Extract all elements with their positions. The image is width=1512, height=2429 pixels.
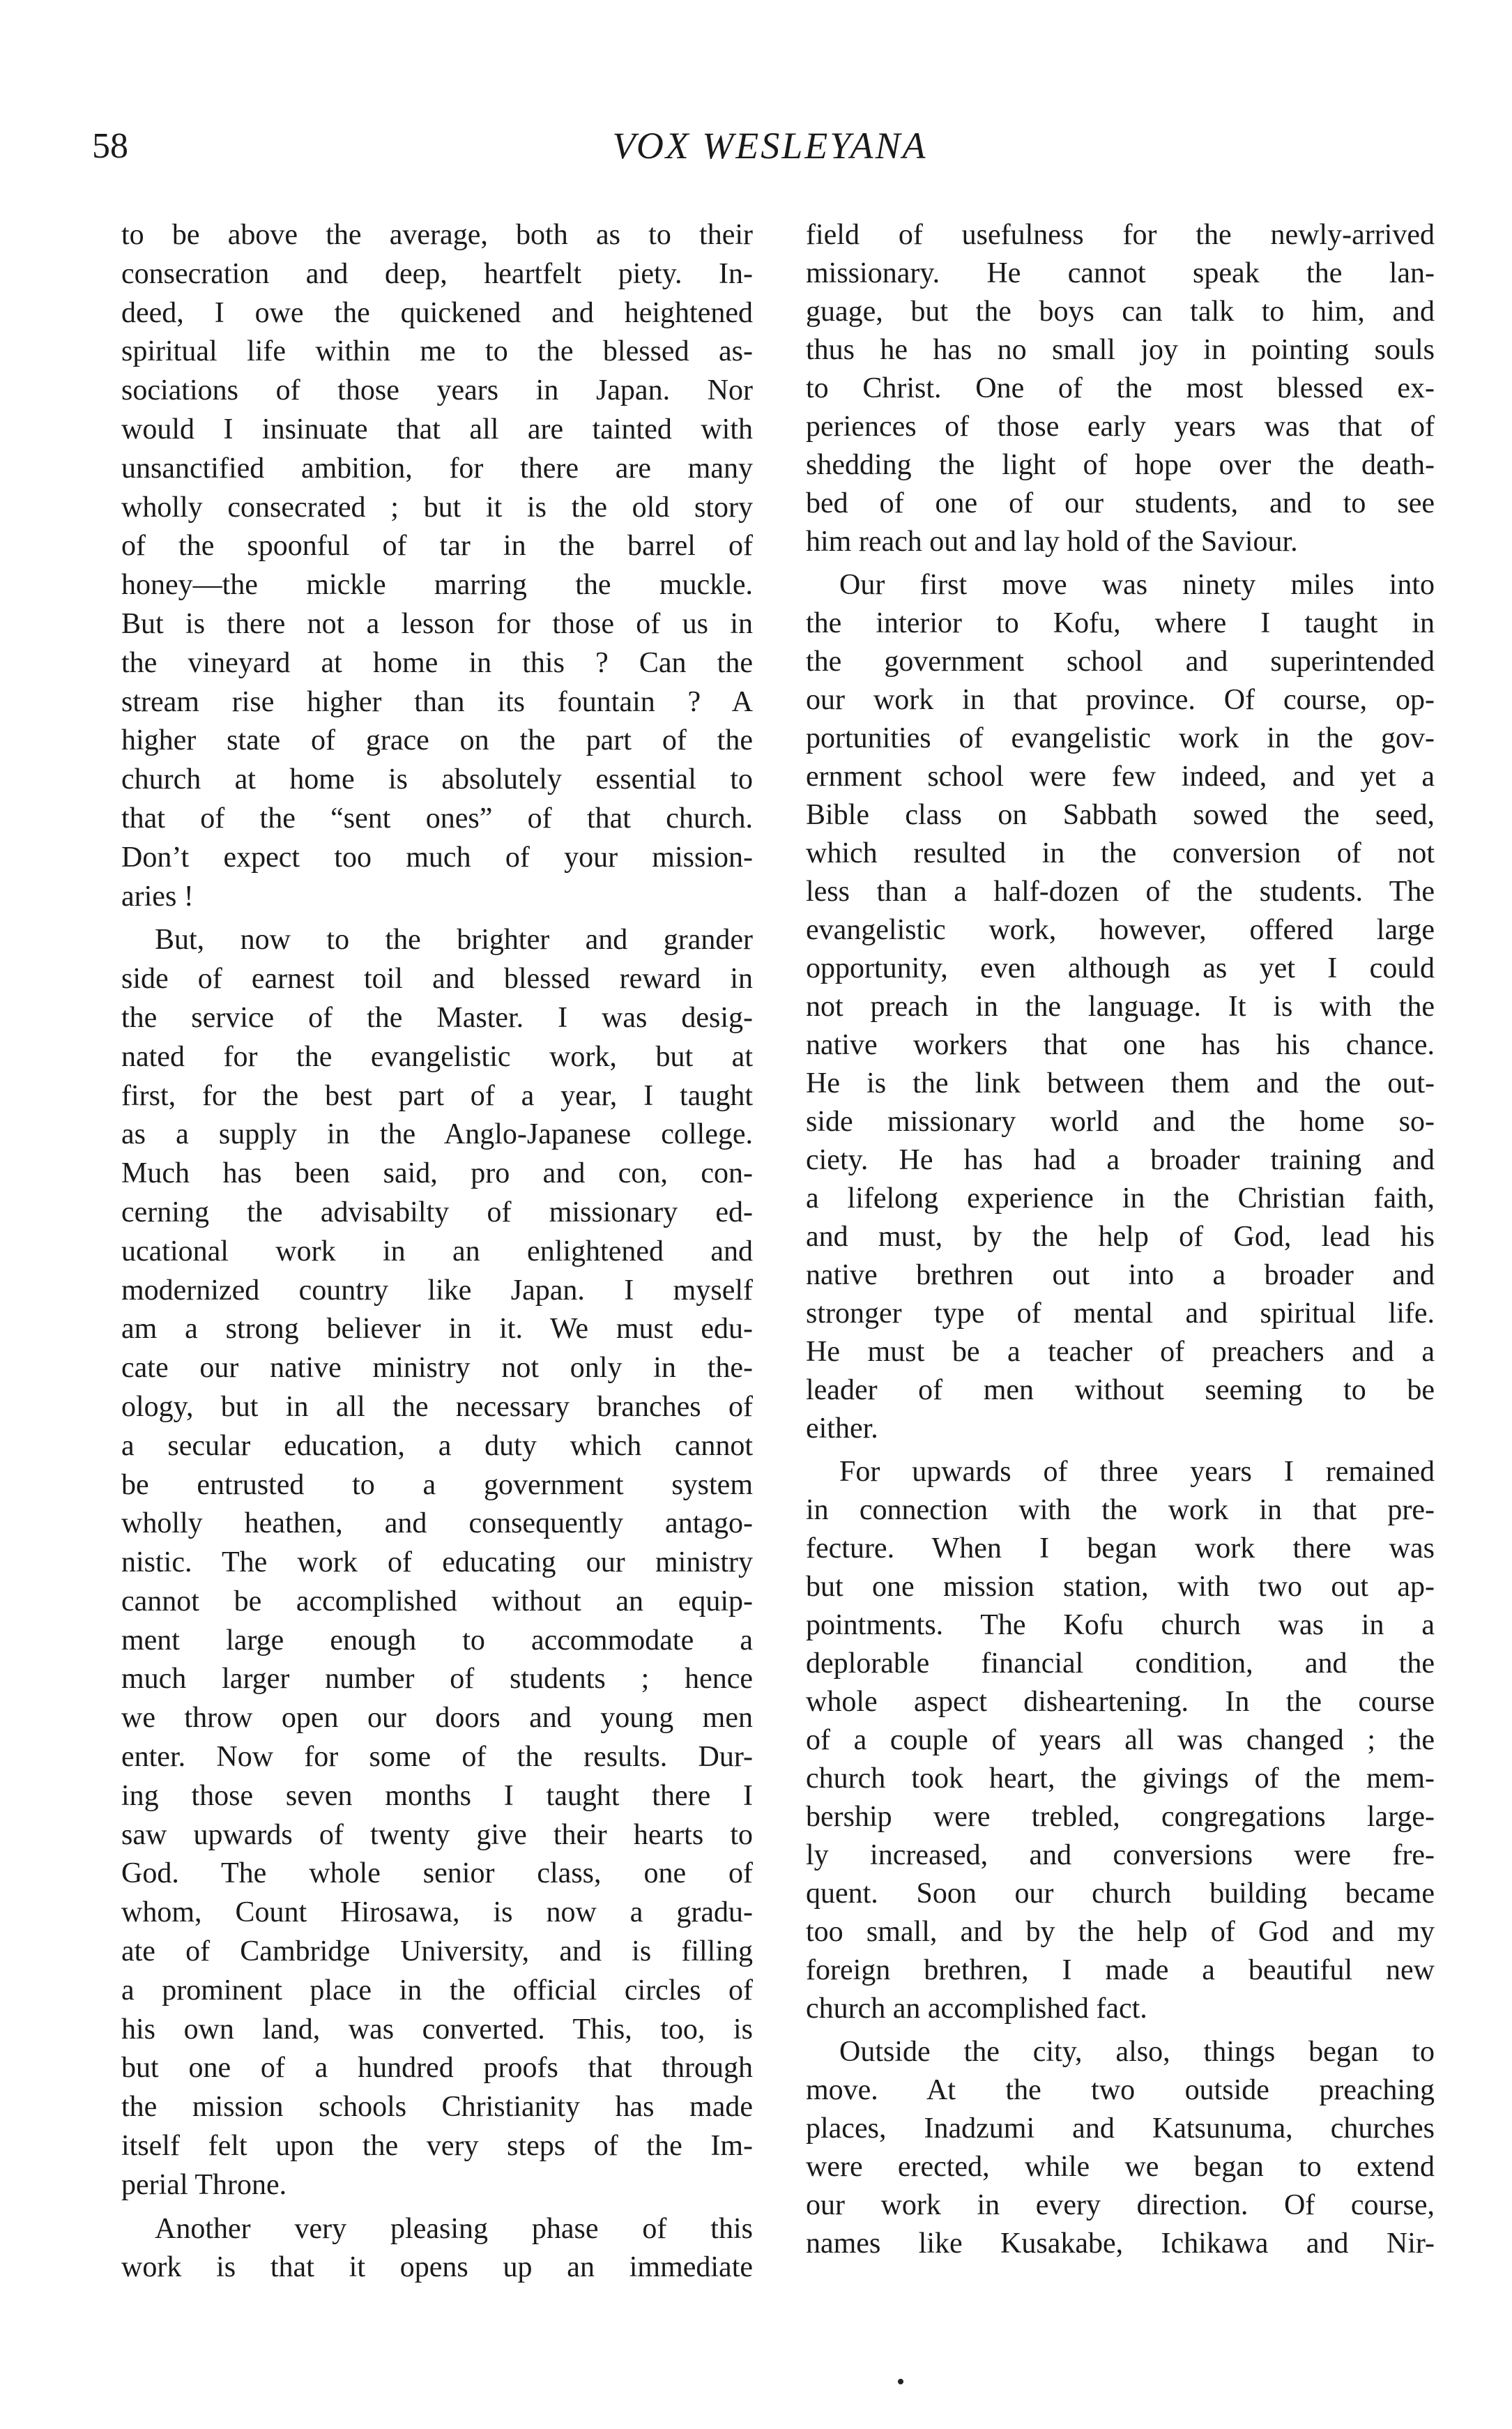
text-line: spiritual life within me to the blessed as- bbox=[121, 335, 753, 368]
text-line: thus he has no small joy in pointing souls bbox=[806, 334, 1435, 366]
text-line: field of usefulness for the newly-arrived bbox=[806, 219, 1435, 251]
text-line: portunities of evangelistic work in the gov- bbox=[806, 722, 1435, 754]
text-line: our work in every direction. Of course, bbox=[806, 2189, 1435, 2221]
text-line: cannot be accomplished without an equip- bbox=[121, 1585, 753, 1617]
text-line: native brethren out into a broader and bbox=[806, 1259, 1435, 1291]
text-line: the mission schools Christianity has made bbox=[121, 2091, 753, 2124]
text-line: we throw open our doors and young men bbox=[121, 1702, 753, 1735]
text-line: ment large enough to accommodate a bbox=[121, 1624, 753, 1657]
text-line: but one mission station, with two out ap- bbox=[806, 1571, 1435, 1603]
text-line: shedding the light of hope over the death- bbox=[806, 449, 1435, 481]
page-number: 58 bbox=[92, 126, 128, 166]
text-line: either. bbox=[806, 1413, 878, 1445]
text-line: perial Throne. bbox=[121, 2168, 287, 2201]
text-line: were erected, while we began to extend bbox=[806, 2151, 1435, 2183]
text-line: as a supply in the Anglo-Japanese college. bbox=[121, 1118, 753, 1151]
text-line: church at home is absolutely essential to bbox=[121, 763, 753, 796]
text-line: the interior to Kofu, where I taught in bbox=[806, 607, 1435, 639]
printer-dot bbox=[898, 2379, 903, 2384]
text-line: in connection with the work in that pre- bbox=[806, 1494, 1435, 1526]
text-line: a secular education, a duty which cannot bbox=[121, 1429, 753, 1462]
text-line: whom, Count Hirosawa, is now a gradu- bbox=[121, 1896, 753, 1929]
text-line: but one of a hundred proofs that through bbox=[121, 2052, 753, 2085]
text-line: Don’t expect too much of your mission- bbox=[121, 841, 753, 874]
text-line: would I insinuate that all are tainted with bbox=[121, 413, 753, 446]
text-line: side of earnest toil and blessed reward in bbox=[121, 963, 753, 996]
right-column bbox=[806, 216, 1435, 2268]
text-line: Outside the city, also, things began to bbox=[839, 2036, 1435, 2068]
text-line: the government school and superintended bbox=[806, 646, 1435, 678]
text-line: that of the “sent ones” of that church. bbox=[121, 802, 753, 835]
paragraph bbox=[121, 921, 753, 2205]
text-line: consecration and deep, heartfelt piety. In- bbox=[121, 257, 753, 290]
running-title: VOX WESLEYANA bbox=[612, 125, 928, 167]
text-line: Another very pleasing phase of this bbox=[155, 2212, 753, 2245]
text-line: native workers that one has his chance. bbox=[806, 1029, 1435, 1061]
text-line: unsanctified ambition, for there are many bbox=[121, 452, 753, 485]
text-line: am a strong believer in it. We must edu- bbox=[121, 1313, 753, 1346]
text-line: move. At the two outside preaching bbox=[806, 2074, 1435, 2106]
text-line: not preach in the language. It is with the bbox=[806, 991, 1435, 1023]
text-line: Much has been said, pro and con, con- bbox=[121, 1157, 753, 1190]
text-line: his own land, was converted. This, too, is bbox=[121, 2013, 753, 2046]
text-line: of a couple of years all was changed ; the bbox=[806, 1724, 1435, 1756]
text-line: evangelistic work, however, offered large bbox=[806, 914, 1435, 946]
paragraph bbox=[806, 2033, 1435, 2263]
text-line: foreign brethren, I made a beautiful new bbox=[806, 1954, 1435, 1986]
text-line: He must be a teacher of preachers and a bbox=[806, 1336, 1435, 1368]
text-line: honey—the mickle marring the muckle. bbox=[121, 569, 753, 602]
text-line: periences of those early years was that of bbox=[806, 411, 1435, 443]
text-line: work is that it opens up an immediate bbox=[121, 2251, 753, 2284]
text-line: church an accomplished fact. bbox=[806, 1993, 1147, 2025]
text-line: names like Kusakabe, Ichikawa and Nir- bbox=[806, 2228, 1435, 2260]
text-line: to Christ. One of the most blessed ex- bbox=[806, 372, 1435, 404]
text-line: ate of Cambridge University, and is filling bbox=[121, 1935, 753, 1968]
text-line: quent. Soon our church building became bbox=[806, 1878, 1435, 1910]
text-line: sociations of those years in Japan. Nor bbox=[121, 374, 753, 407]
text-line: the vineyard at home in this ? Can the bbox=[121, 646, 753, 679]
text-line: nistic. The work of educating our ministry bbox=[121, 1546, 753, 1579]
text-line: church took heart, the givings of the mem- bbox=[806, 1762, 1435, 1795]
text-line: stream rise higher than its fountain ? A bbox=[121, 685, 753, 718]
text-line: ly increased, and conversions were fre- bbox=[806, 1839, 1435, 1871]
text-line: the service of the Master. I was desig- bbox=[121, 1001, 753, 1034]
text-line: But, now to the brighter and grander bbox=[155, 924, 753, 957]
text-line: deed, I owe the quickened and heightened bbox=[121, 296, 753, 329]
left-column bbox=[121, 216, 753, 2292]
text-line: ucational work in an enlightened and bbox=[121, 1235, 753, 1267]
text-line: a lifelong experience in the Christian faith, bbox=[806, 1182, 1435, 1214]
paragraph bbox=[806, 216, 1435, 561]
text-line: deplorable financial condition, and the bbox=[806, 1647, 1435, 1680]
text-line: leader of men without seeming to be bbox=[806, 1374, 1435, 1406]
text-line: which resulted in the conversion of not bbox=[806, 837, 1435, 869]
text-line: less than a half-dozen of the students. The bbox=[806, 876, 1435, 908]
text-line: pointments. The Kofu church was in a bbox=[806, 1609, 1435, 1641]
text-line: first, for the best part of a year, I taught bbox=[121, 1079, 753, 1112]
text-line: Our first move was ninety miles into bbox=[839, 569, 1435, 601]
text-line: cate our native ministry not only in the- bbox=[121, 1352, 753, 1385]
text-line: ology, but in all the necessary branches of bbox=[121, 1390, 753, 1423]
text-line: and must, by the help of God, lead his bbox=[806, 1221, 1435, 1253]
text-line: He is the link between them and the out- bbox=[806, 1067, 1435, 1099]
text-line: ernment school were few indeed, and yet a bbox=[806, 761, 1435, 793]
text-line: God. The whole senior class, one of bbox=[121, 1857, 753, 1890]
text-line: fecture. When I began work there was bbox=[806, 1532, 1435, 1564]
text-line: stronger type of mental and spiritual life. bbox=[806, 1297, 1435, 1330]
text-line: cerning the advisabilty of missionary ed- bbox=[121, 1196, 753, 1228]
paragraph bbox=[806, 1453, 1435, 2028]
text-line: But is there not a lesson for those of us in bbox=[121, 607, 753, 640]
text-line: a prominent place in the official circles of bbox=[121, 1974, 753, 2007]
text-line: side missionary world and the home so- bbox=[806, 1106, 1435, 1138]
text-line: aries ! bbox=[121, 880, 194, 913]
paragraph bbox=[121, 216, 753, 916]
text-line: modernized country like Japan. I myself bbox=[121, 1274, 753, 1307]
text-line: bership were trebled, congregations large- bbox=[806, 1801, 1435, 1833]
text-line: too small, and by the help of God and my bbox=[806, 1916, 1435, 1948]
text-line: nated for the evangelistic work, but at bbox=[121, 1040, 753, 1073]
text-line: places, Inadzumi and Katsunuma, churches bbox=[806, 2112, 1435, 2145]
text-line: be entrusted to a government system bbox=[121, 1468, 753, 1501]
paragraph bbox=[121, 2210, 753, 2288]
text-line: Bible class on Sabbath sowed the seed, bbox=[806, 799, 1435, 831]
text-line: of the spoonful of tar in the barrel of bbox=[121, 530, 753, 563]
text-line: enter. Now for some of the results. Dur- bbox=[121, 1741, 753, 1774]
text-line: opportunity, even although as yet I could bbox=[806, 952, 1435, 984]
text-line: higher state of grace on the part of the bbox=[121, 724, 753, 757]
text-line: itself felt upon the very steps of the Im- bbox=[121, 2130, 753, 2163]
text-line: our work in that province. Of course, op- bbox=[806, 684, 1435, 716]
text-line: guage, but the boys can talk to him, and bbox=[806, 296, 1435, 328]
text-line: wholly heathen, and consequently antago- bbox=[121, 1507, 753, 1540]
text-line: whole aspect disheartening. In the course bbox=[806, 1686, 1435, 1718]
text-line: bed of one of our students, and to see bbox=[806, 487, 1435, 519]
text-line: to be above the average, both as to their bbox=[121, 219, 753, 251]
text-line: ing those seven months I taught there I bbox=[121, 1779, 753, 1812]
paragraph bbox=[806, 566, 1435, 1448]
text-line: wholly consecrated ; but it is the old story bbox=[121, 491, 753, 524]
text-line: ciety. He has had a broader training and bbox=[806, 1144, 1435, 1176]
text-line: him reach out and lay hold of the Saviour. bbox=[806, 526, 1298, 558]
text-line: For upwards of three years I remained bbox=[839, 1456, 1435, 1488]
text-line: saw upwards of twenty give their hearts to bbox=[121, 1818, 753, 1851]
text-line: much larger number of students ; hence bbox=[121, 1663, 753, 1696]
text-line: missionary. He cannot speak the lan- bbox=[806, 257, 1435, 289]
